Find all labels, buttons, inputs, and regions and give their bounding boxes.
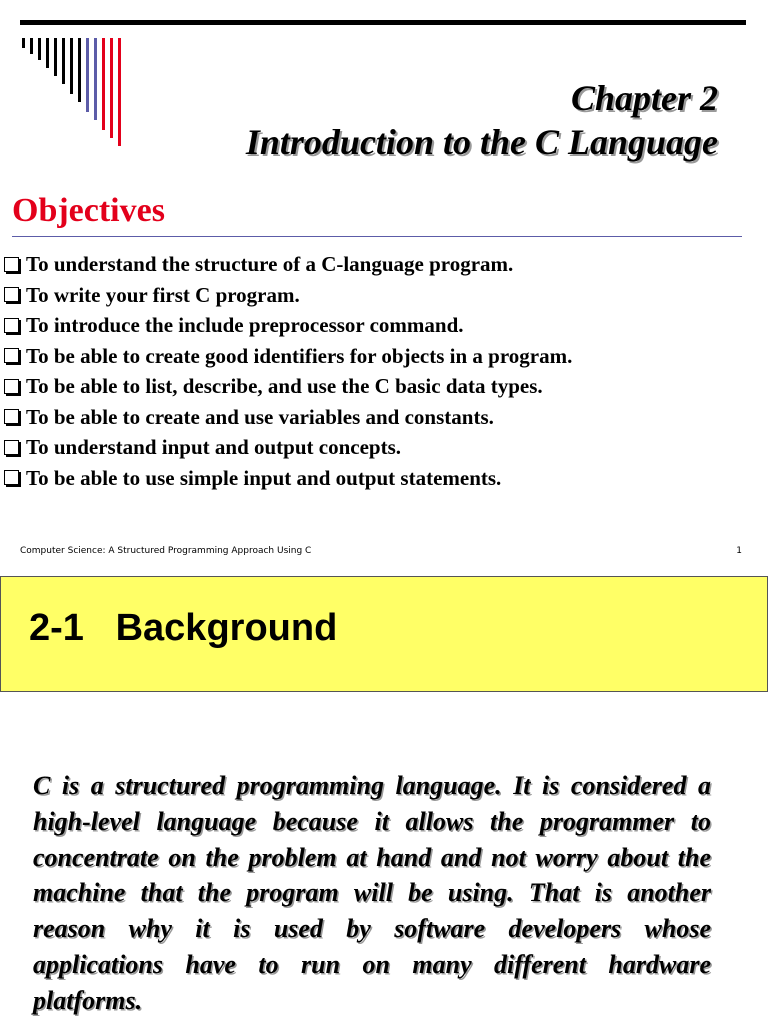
checkbox-icon <box>4 409 19 424</box>
chapter-subtitle: Introduction to the C Language <box>245 122 718 163</box>
objective-item <box>0 432 572 463</box>
objectives-heading: Objectives <box>12 192 165 229</box>
checkbox-icon <box>4 470 19 485</box>
objective-text: To be able to list, describe, and use the C basic data types. <box>26 374 543 398</box>
decorative-bars-icon <box>0 0 140 160</box>
checkbox-icon <box>4 379 19 394</box>
checkbox-icon <box>4 348 19 363</box>
section-title: 2-1 Background <box>29 607 338 649</box>
objective-item <box>0 463 572 494</box>
checkbox-icon <box>4 440 19 455</box>
checkbox-icon <box>4 287 19 302</box>
chapter-title: Chapter 2 <box>570 78 718 118</box>
objective-text: To write your first C program. <box>26 282 300 307</box>
objective-item <box>0 341 572 372</box>
objective-item <box>0 371 572 402</box>
background-paragraph: C is a structured programming language. It is considered a high-level language because it allows the programmer to concentrate on the problem at hand and not worry about the machine that the program will be using. That is another reason why it is used by software developers whose applications have to run on many different hardware platforms. <box>33 771 711 1015</box>
objective-item <box>0 280 572 311</box>
objectives-list <box>0 249 572 493</box>
objective-text: To understand input and output concepts. <box>26 435 402 459</box>
objectives-rule <box>12 236 742 237</box>
section-banner <box>0 576 768 692</box>
objective-text: To understand the structure of a C-language program. <box>26 252 514 276</box>
objective-text: To be able to use simple input and output statements. <box>26 465 502 490</box>
footer-page-number: 1 <box>736 546 742 556</box>
checkbox-icon <box>4 257 19 272</box>
objective-text: To be able to create good identifiers for objects in a program. <box>26 343 573 368</box>
objective-item <box>0 249 572 280</box>
objective-item <box>0 402 572 433</box>
footer-course-title: Computer Science: A Structured Programming Approach Using C <box>20 546 312 556</box>
objective-text: To introduce the include preprocessor command. <box>26 313 464 337</box>
slide-title <box>246 76 718 165</box>
checkbox-icon <box>4 318 19 333</box>
objective-text: To be able to create and use variables and constants. <box>26 404 494 429</box>
objective-item <box>0 310 572 341</box>
